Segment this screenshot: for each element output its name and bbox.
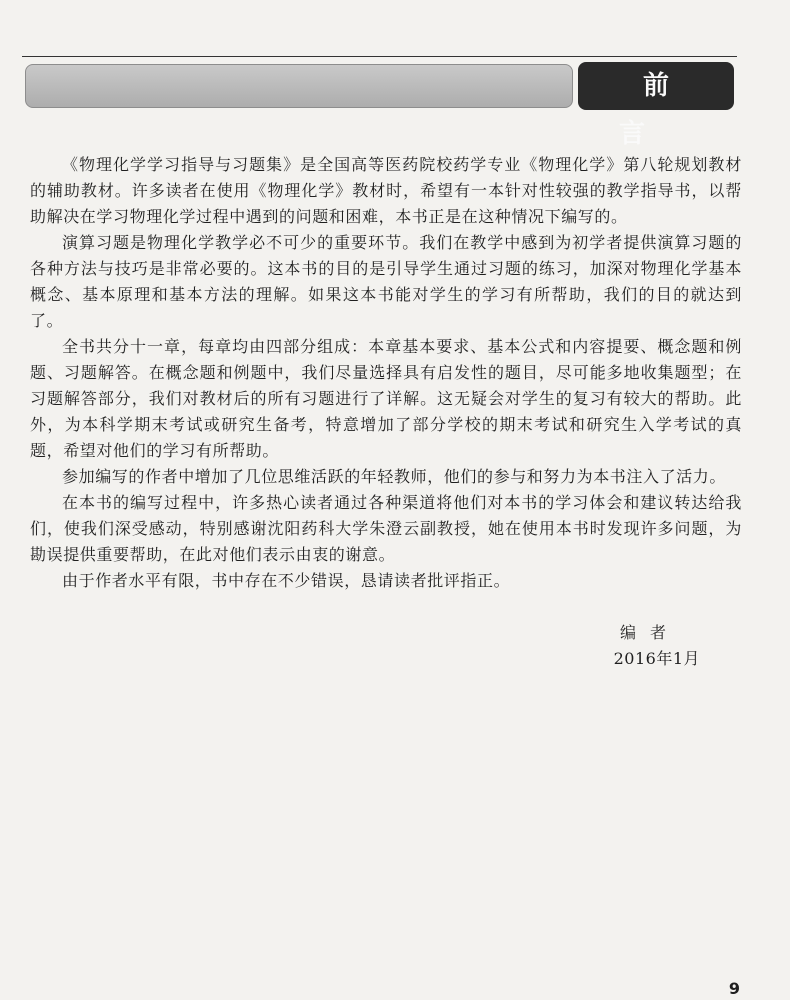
paragraph: 《物理化学学习指导与习题集》是全国高等医药院校药学专业《物理化学》第八轮规划教材的辅助教材。许多读者在使用《物理化学》教材时，希望有一本针对性较强的教学指导书，以帮助解决在学习物理化学过程中遇到的问题和困难，本书正是在这种情况下编写的。 (30, 155, 742, 226)
page-title: 前 言 (578, 62, 734, 110)
paragraph: 在本书的编写过程中，许多热心读者通过各种渠道将他们对本书的学习体会和建议转达给我们，使我们深受感动，特别感谢沈阳药科大学朱澄云副教授，她在使用本书时发现许多问题，为勘误提供重要帮助，在此对他们表示由衷的谢意。 (30, 493, 742, 564)
paragraph: 演算习题是物理化学教学必不可少的重要环节。我们在教学中感到为初学者提供演算习题的各种方法与技巧是非常必要的。这本书的目的是引导学生通过习题的练习，加深对物理化学基本概念、基本原理和基本方法的理解。如果这本书能对学生的学习有所帮助，我们的目的就达到了。 (30, 233, 742, 330)
page-number: 9 (728, 979, 740, 998)
paragraph: 参加编写的作者中增加了几位思维活跃的年轻教师，他们的参与和努力为本书注入了活力。 (62, 467, 727, 486)
top-rule (22, 56, 737, 57)
header-band (25, 64, 573, 108)
signature-author: 编者 (619, 623, 680, 642)
paragraph: 全书共分十一章，每章均由四部分组成：本章基本要求、基本公式和内容提要、概念题和例题、习题解答。在概念题和例题中，我们尽量选择具有启发性的题目，尽可能多地收集题型；在习题解答部分，我们对教材后的所有习题进行了详解。这无疑会对学生的复习有较大的帮助。此外，为本科学期末考试或研究生备考，特意增加了部分学校的期末考试和研究生入学考试的真题，希望对他们的学习有所帮助。 (30, 337, 742, 460)
signature-date: 2016年1月 (613, 649, 700, 668)
preface-body (30, 152, 742, 594)
paragraph: 由于作者水平有限，书中存在不少错误，恳请读者批评指正。 (62, 571, 511, 590)
